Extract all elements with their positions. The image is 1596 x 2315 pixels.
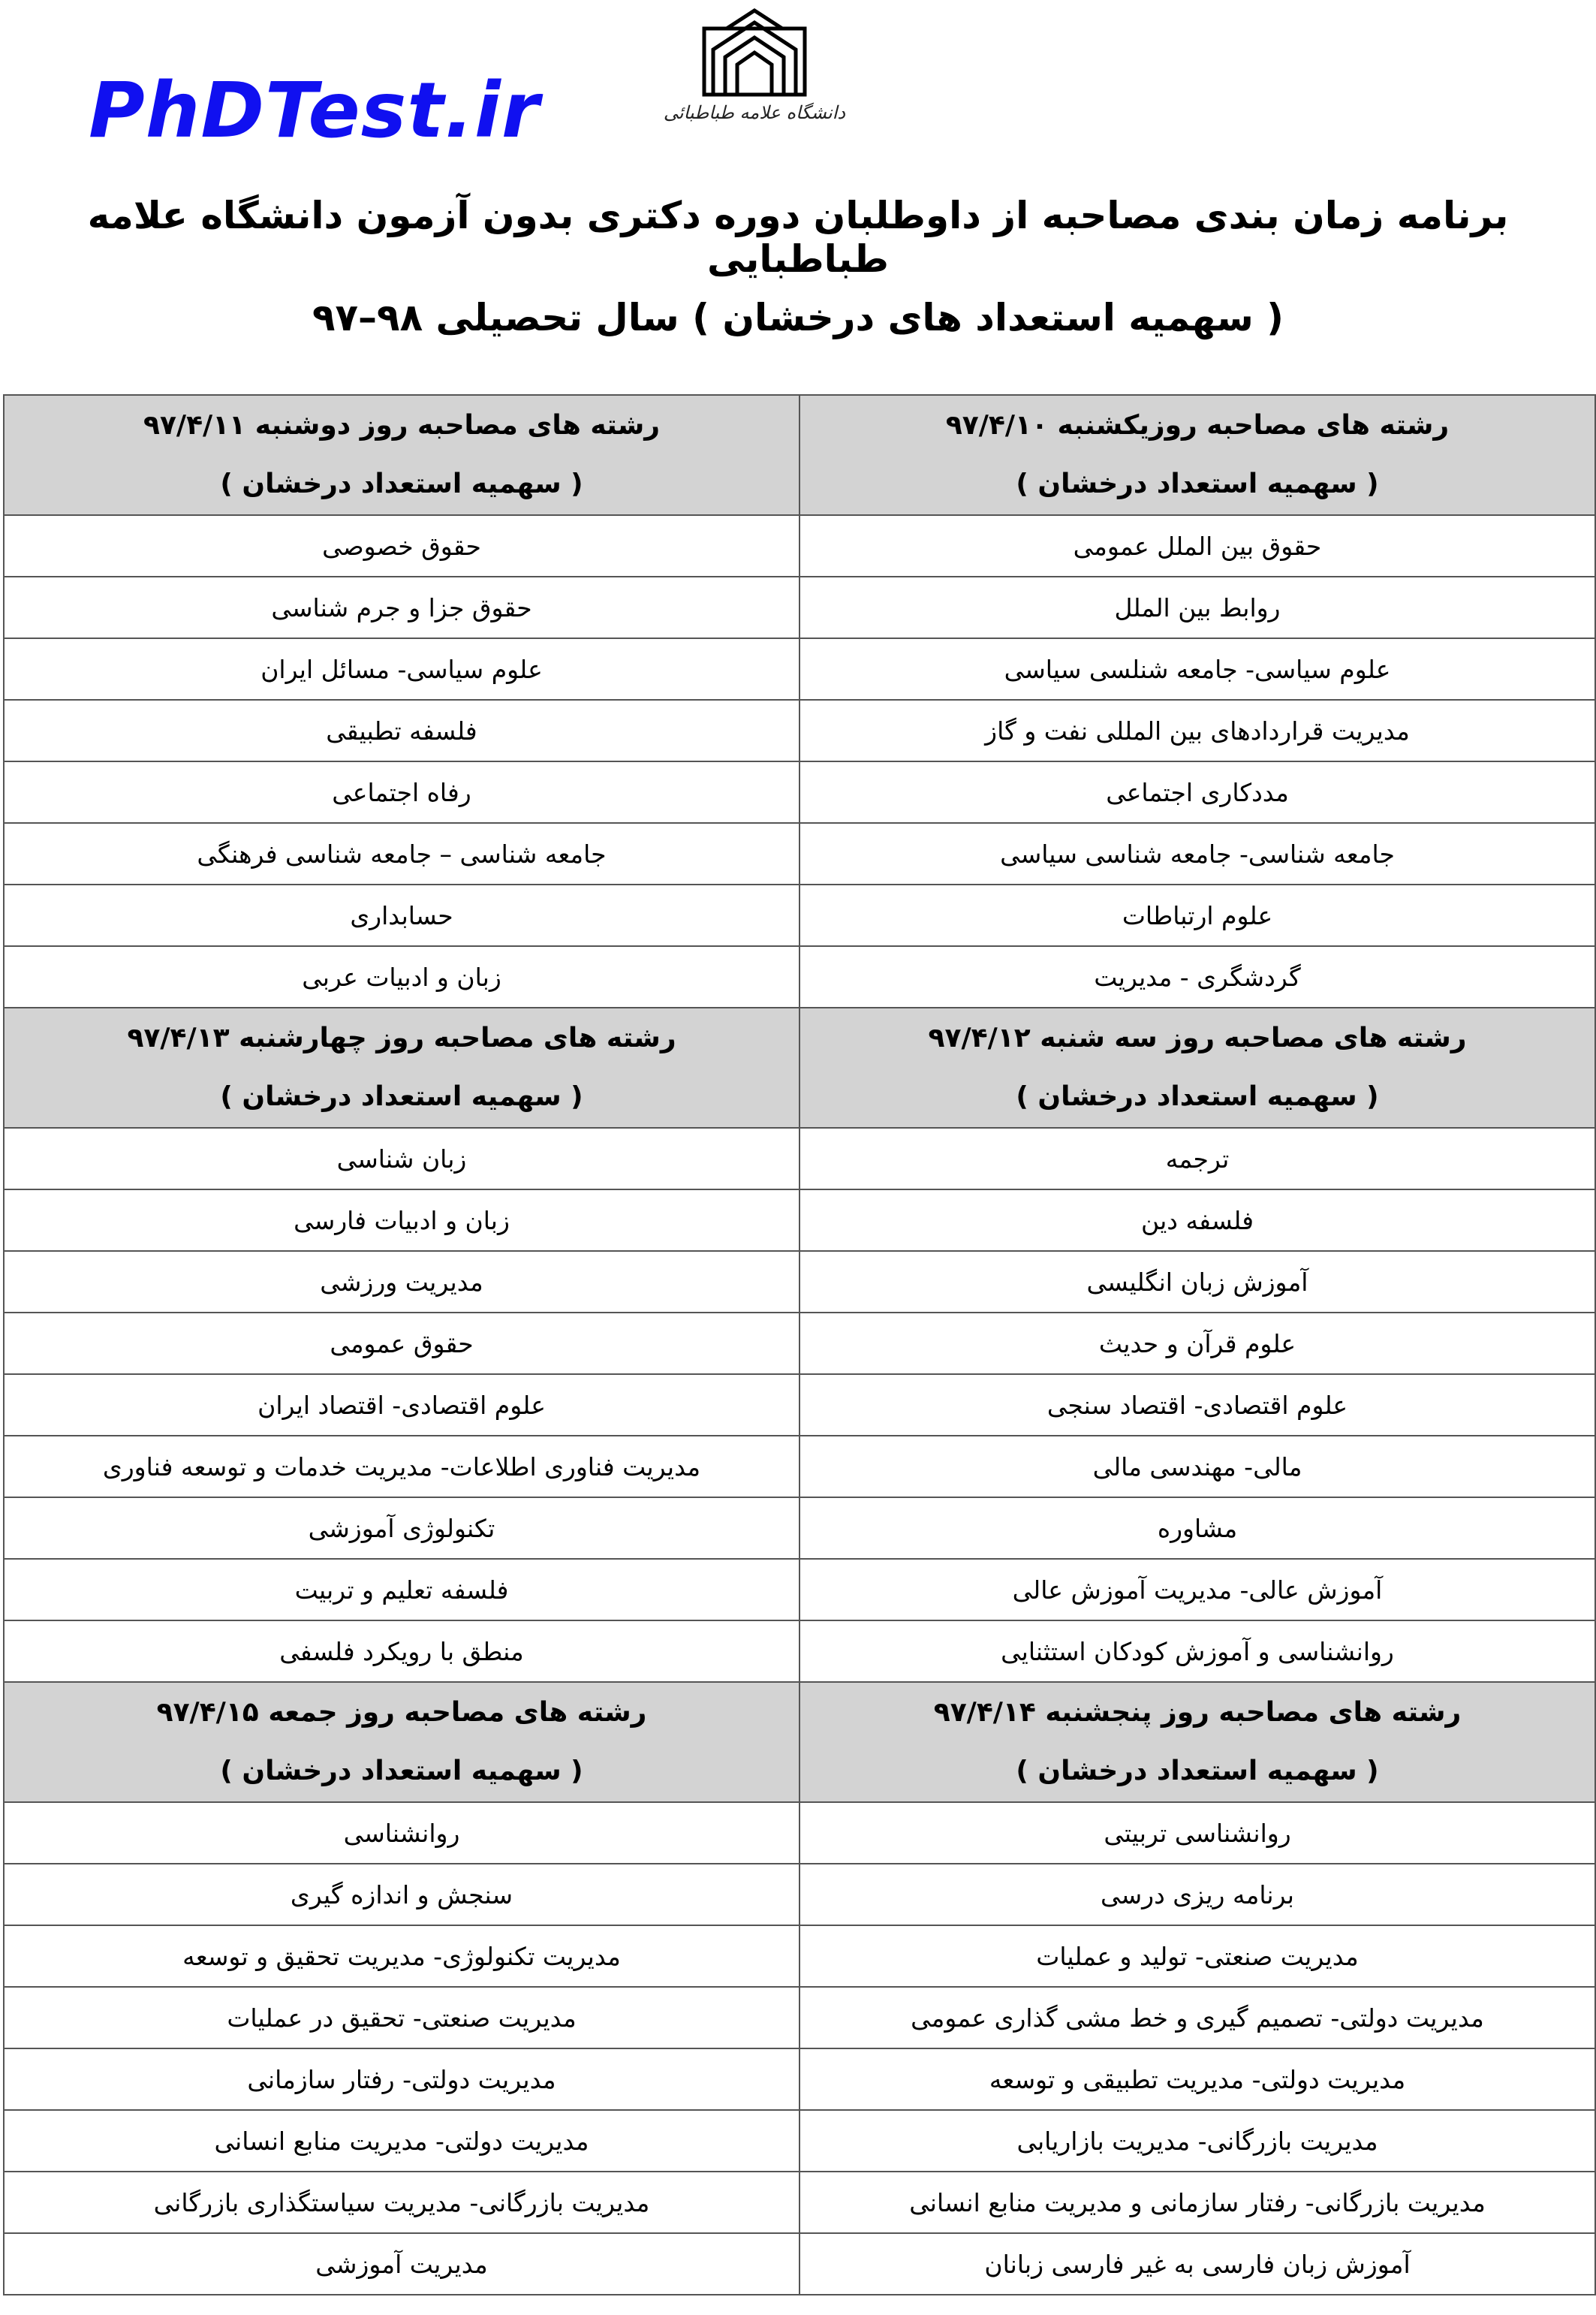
field-cell: علوم اقتصادی- اقتصاد سنجی (800, 1374, 1595, 1436)
field-cell: مدیریت دولتی- تصمیم گیری و خط مشی گذاری عمومی (800, 1987, 1595, 2048)
quota-label: ( سهمیه استعداد درخشان ) (220, 1081, 583, 1112)
day-header-left (4, 1008, 800, 1128)
field-cell: مدیریت صنعتی- تولید و عملیات (800, 1925, 1595, 1987)
field-cell: مدیریت دولتی- مدیریت تطبیقی و توسعه (800, 2048, 1595, 2110)
table-row (4, 515, 1595, 577)
table-row (4, 2048, 1595, 2110)
field-cell: آموزش زبان فارسی به غیر فارسی زبانان (800, 2233, 1595, 2295)
table-row (4, 1374, 1595, 1436)
day-header-left (4, 1682, 800, 1802)
field-cell: حقوق عمومی (4, 1313, 800, 1374)
field-cell: رفاه اجتماعی (4, 761, 800, 823)
table-row (4, 946, 1595, 1008)
field-cell: سنجش و اندازه گیری (4, 1864, 800, 1925)
field-cell: روانشناسی و آموزش کودکان استثنایی (800, 1620, 1595, 1682)
page-title: برنامه زمان بندی مصاحبه از داوطلبان دوره دکتری بدون آزمون دانشگاه علامه طباطبایی (87, 194, 1509, 281)
field-cell: مدیریت دولتی- مدیریت منابع انسانی (4, 2110, 800, 2172)
table-row (4, 1802, 1595, 1864)
field-cell: روابط بین الملل (800, 577, 1595, 638)
table-row (4, 761, 1595, 823)
day-header-row (4, 1008, 1595, 1128)
quota-label: ( سهمیه استعداد درخشان ) (220, 469, 583, 499)
field-cell: علوم قرآن و حدیث (800, 1313, 1595, 1374)
field-cell: فلسفه تعلیم و تربیت (4, 1559, 800, 1620)
field-cell: آموزش عالی- مدیریت آموزش عالی (800, 1559, 1595, 1620)
field-cell: مدیریت آموزشی (4, 2233, 800, 2295)
field-cell: فلسفه تطبیقی (4, 700, 800, 761)
table-row (4, 1436, 1595, 1497)
field-cell: زبان شناسی (4, 1128, 800, 1189)
field-cell: مدیریت قراردادهای بین المللی نفت و گاز (800, 700, 1595, 761)
field-cell: مدیریت بازرگانی- رفتار سازمانی و مدیریت منابع انسانی (800, 2172, 1595, 2233)
field-cell: فلسفه دین (800, 1189, 1595, 1251)
day-header-left (4, 395, 800, 515)
table-row (4, 1987, 1595, 2048)
field-cell: مدیریت بازرگانی- مدیریت سیاستگذاری بازرگانی (4, 2172, 800, 2233)
field-cell: مدیریت فناوری اطلاعات- مدیریت خدمات و توسعه فناوری (4, 1436, 800, 1497)
field-cell: مددکاری اجتماعی (800, 761, 1595, 823)
table-row (4, 700, 1595, 761)
field-cell: علوم سیاسی- جامعه شنلسی سیاسی (800, 638, 1595, 700)
table-row (4, 2110, 1595, 2172)
field-cell: روانشناسی (4, 1802, 800, 1864)
university-emblem-text: دانشگاه علامه طباطبائی (663, 102, 846, 123)
day-heading: رشته های مصاحبه روز چهارشنبه ۹۷/۴/۱۳ (127, 1023, 676, 1054)
site-logo: PhDTest.ir (89, 66, 541, 155)
table-row (4, 1313, 1595, 1374)
table-row (4, 2233, 1595, 2295)
field-cell: زبان و ادبیات عربی (4, 946, 800, 1008)
table-row (4, 1189, 1595, 1251)
quota-label: ( سهمیه استعداد درخشان ) (1016, 1756, 1379, 1786)
university-emblem-icon (698, 6, 811, 100)
table-row (4, 638, 1595, 700)
page-subtitle: ( سهمیه استعداد های درخشان ) سال تحصیلی ۹۸–۹۷ (312, 296, 1284, 339)
table-row (4, 1925, 1595, 1987)
day-heading: رشته های مصاحبه روز پنجشنبه ۹۷/۴/۱۴ (933, 1697, 1462, 1728)
table-row (4, 1864, 1595, 1925)
quota-label: ( سهمیه استعداد درخشان ) (1016, 1081, 1379, 1112)
field-cell: مالی- مهندسی مالی (800, 1436, 1595, 1497)
table-row (4, 1251, 1595, 1313)
field-cell: حقوق جزا و جرم شناسی (4, 577, 800, 638)
table-row (4, 1497, 1595, 1559)
day-header-row (4, 1682, 1595, 1802)
field-cell: تکنولوژی آموزشی (4, 1497, 800, 1559)
quota-label: ( سهمیه استعداد درخشان ) (220, 1756, 583, 1786)
field-cell: مشاوره (800, 1497, 1595, 1559)
table-row (4, 1128, 1595, 1189)
table-row (4, 823, 1595, 885)
day-heading: رشته های مصاحبه روزیکشنبه ۹۷/۴/۱۰ (945, 410, 1450, 441)
day-heading: رشته های مصاحبه روز جمعه ۹۷/۴/۱۵ (156, 1697, 647, 1728)
field-cell: علوم سیاسی- مسائل ایران (4, 638, 800, 700)
field-cell: مدیریت تکنولوژی- مدیریت تحقیق و توسعه (4, 1925, 800, 1987)
field-cell: مدیریت بازرگانی- مدیریت بازاریابی (800, 2110, 1595, 2172)
day-header-right (800, 395, 1595, 515)
field-cell: حقوق بین الملل عمومی (800, 515, 1595, 577)
field-cell: مدیریت صنعتی- تحقیق در عملیات (4, 1987, 800, 2048)
field-cell: زبان و ادبیات فارسی (4, 1189, 800, 1251)
field-cell: علوم ارتباطات (800, 885, 1595, 946)
field-cell: جامعه شناسی- جامعه شناسی سیاسی (800, 823, 1595, 885)
field-cell: حسابداری (4, 885, 800, 946)
field-cell: علوم اقتصادی- اقتصاد ایران (4, 1374, 800, 1436)
field-cell: برنامه ریزی درسی (800, 1864, 1595, 1925)
field-cell: روانشناسی تربیتی (800, 1802, 1595, 1864)
quota-label: ( سهمیه استعداد درخشان ) (1016, 469, 1379, 499)
field-cell: منطق با رویکرد فلسفی (4, 1620, 800, 1682)
table-row (4, 1620, 1595, 1682)
field-cell: ترجمه (800, 1128, 1595, 1189)
day-heading: رشته های مصاحبه روز سه شنبه ۹۷/۴/۱۲ (928, 1023, 1467, 1054)
field-cell: مدیریت دولتی- رفتار سازمانی (4, 2048, 800, 2110)
interview-schedule-table (3, 394, 1596, 2295)
day-header-right (800, 1008, 1595, 1128)
university-emblem (661, 6, 848, 145)
day-header-row (4, 395, 1595, 515)
day-header-right (800, 1682, 1595, 1802)
table-row (4, 1559, 1595, 1620)
table-row (4, 2172, 1595, 2233)
day-heading: رشته های مصاحبه روز دوشنبه ۹۷/۴/۱۱ (143, 410, 661, 441)
table-row (4, 577, 1595, 638)
field-cell: جامعه شناسی – جامعه شناسی فرهنگی (4, 823, 800, 885)
field-cell: آموزش زبان انگلیسی (800, 1251, 1595, 1313)
field-cell: حقوق خصوصی (4, 515, 800, 577)
table-row (4, 885, 1595, 946)
field-cell: مدیریت ورزشی (4, 1251, 800, 1313)
field-cell: گردشگری - مدیریت (800, 946, 1595, 1008)
